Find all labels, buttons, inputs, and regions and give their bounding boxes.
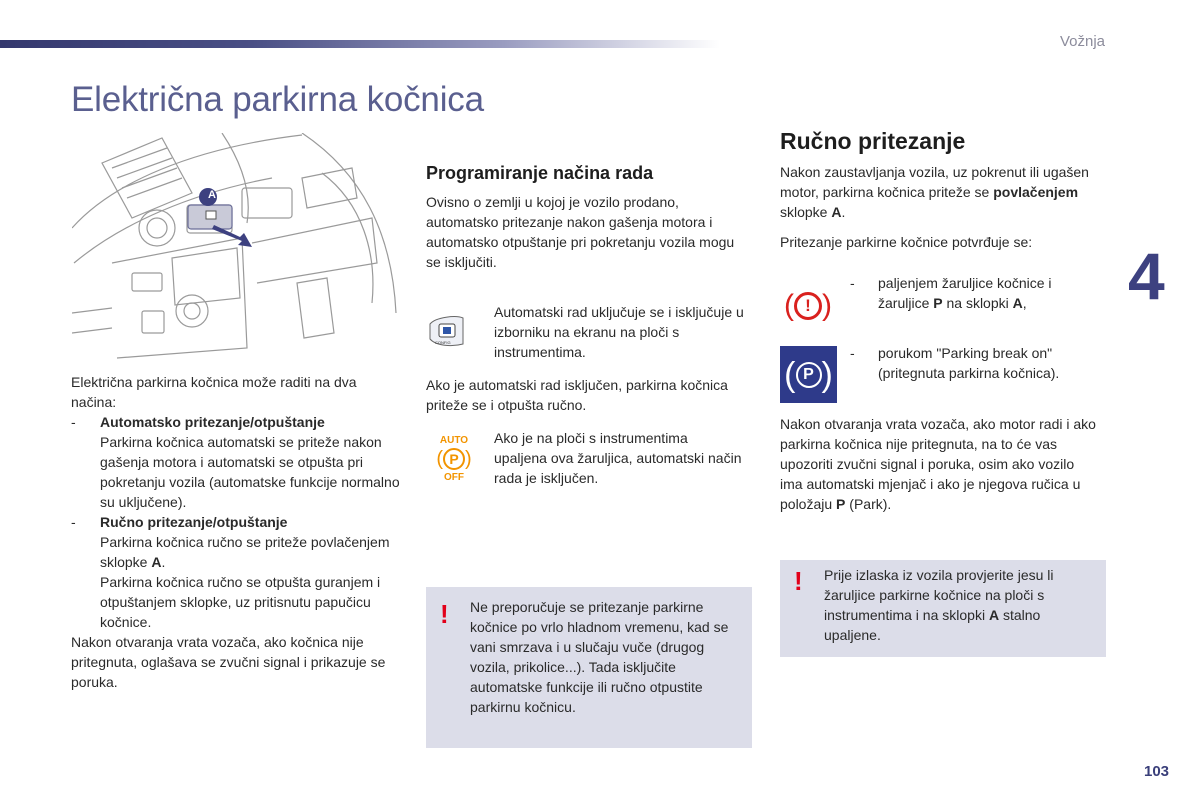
steering-wheel-button-icon xyxy=(426,314,466,348)
header-bar xyxy=(0,40,720,48)
period: . xyxy=(161,554,166,570)
off-label: OFF xyxy=(444,472,464,483)
warning-icon: ! xyxy=(440,599,449,629)
chapter-number: 4 xyxy=(1128,239,1165,313)
icon-note: Automatski rad uključuje se i isključuje u izborniku na ekranu na ploči s instrumentima. xyxy=(494,304,744,360)
list-item-automatic xyxy=(71,412,401,512)
page-number: 103 xyxy=(1144,763,1170,780)
item-text: Parkirna kočnica automatski se priteže nakon gašenja motora i automatski se otpušta pri pokretanju vozila (automatske funkcije normalno su uključene). xyxy=(100,434,400,510)
auto-p-symbol: P xyxy=(443,448,465,470)
outro-text: Nakon otvaranja vrata vozača, ako kočnica nije pritegnuta, oglašava se zvučni signal i prikazuje se poruka. xyxy=(71,634,386,690)
warning-icon: ! xyxy=(794,566,803,596)
parking-p-icon: ( P ) xyxy=(780,346,837,403)
intro-text: Električna parkirna kočnica može raditi na dva načina: xyxy=(71,374,357,410)
parking-brake-switch-illustration xyxy=(72,133,398,359)
callout-a: A xyxy=(208,189,216,201)
bullet-lamp: - paljenjem žaruljice kočnice i žaruljice P na sklopki A, xyxy=(850,275,1052,311)
item-text: Parkirna kočnica ručno se priteže povlačenjem sklopke xyxy=(100,534,390,570)
item-text: Parkirna kočnica ručno se otpušta guranjem i otpuštanjem sklopke, uz pritisnutu papučicu kočnice. xyxy=(100,574,381,630)
programming-paragraph: Ovisno o zemlji u kojoj je vozilo prodano, automatsko pritezanje nakon gašenja motora i automatsko otpuštanje pri pokretanju vozila mogu se isključiti. xyxy=(426,194,735,270)
item-title: Ručno pritezanje/otpuštanje xyxy=(100,514,288,530)
warning-box-exit xyxy=(780,560,1106,657)
brake-warning-lamp-icon: ( ! ) xyxy=(784,289,832,322)
auto-label: AUTO xyxy=(439,435,469,446)
auto-off-icon: AUTO ( P ) OFF xyxy=(432,435,476,483)
list-item-manual xyxy=(71,512,401,632)
door-paragraph: Nakon otvaranja vrata vozača, ako motor radi i ako parkirna kočnica nije pritegnuta, na to će vas upozoriti zvučni signal i poruka, osim ako vozilo ima automatski mjenjač i ako je njegova ručica u položaju P (Park). xyxy=(780,416,1096,512)
list-dash: - xyxy=(71,514,76,530)
auto-icon-note: Ako je na ploči s instrumentima upaljena ova žaruljica, automatski način rada je isključen. xyxy=(494,430,742,486)
manual-heading: Ručno pritezanje xyxy=(780,128,966,154)
item-title: Automatsko pritezanje/otpuštanje xyxy=(100,414,325,430)
left-column xyxy=(71,372,401,692)
programming-heading: Programiranje načina rada xyxy=(426,163,654,183)
switch-label: A xyxy=(151,554,162,570)
confirm-paragraph: Pritezanje parkirne kočnice potvrđuje se: xyxy=(780,234,1033,250)
parking-p-letter: P xyxy=(796,362,822,388)
manual-paragraph: Nakon zaustavljanja vozila, uz pokrenut ili ugašen motor, parkirna kočnica priteže se povlačenjem sklopke A. xyxy=(780,164,1089,220)
section-name: Vožnja xyxy=(1059,33,1105,50)
bullet-message: - porukom "Parking break on" (pritegnuta parkirna kočnica). xyxy=(850,345,1060,381)
brake-excl: ! xyxy=(794,292,822,320)
warning-text: Ne preporučuje se pritezanje parkirne kočnice po vrlo hladnom vremenu, kad se vani smrzava i u slučaju vuče (drugog vozila, prikolice...). Tada isključite automatske funkcije ili ručno otpustite parkirnu kočnicu. xyxy=(470,599,729,715)
warning-text: Prije izlaska iz vozila provjerite jesu li žaruljice parkirne kočnice na ploči s instrumentima i na sklopki A stalno upaljene. xyxy=(824,567,1054,643)
list-dash: - xyxy=(71,414,76,430)
page-title: Električna parkirna kočnica xyxy=(71,80,484,119)
warning-box-cold xyxy=(426,587,752,748)
manual-mode-paragraph: Ako je automatski rad isključen, parkirna kočnica priteže se i otpušta ručno. xyxy=(426,377,728,413)
svg-text:CONFIG: CONFIG xyxy=(435,340,451,345)
